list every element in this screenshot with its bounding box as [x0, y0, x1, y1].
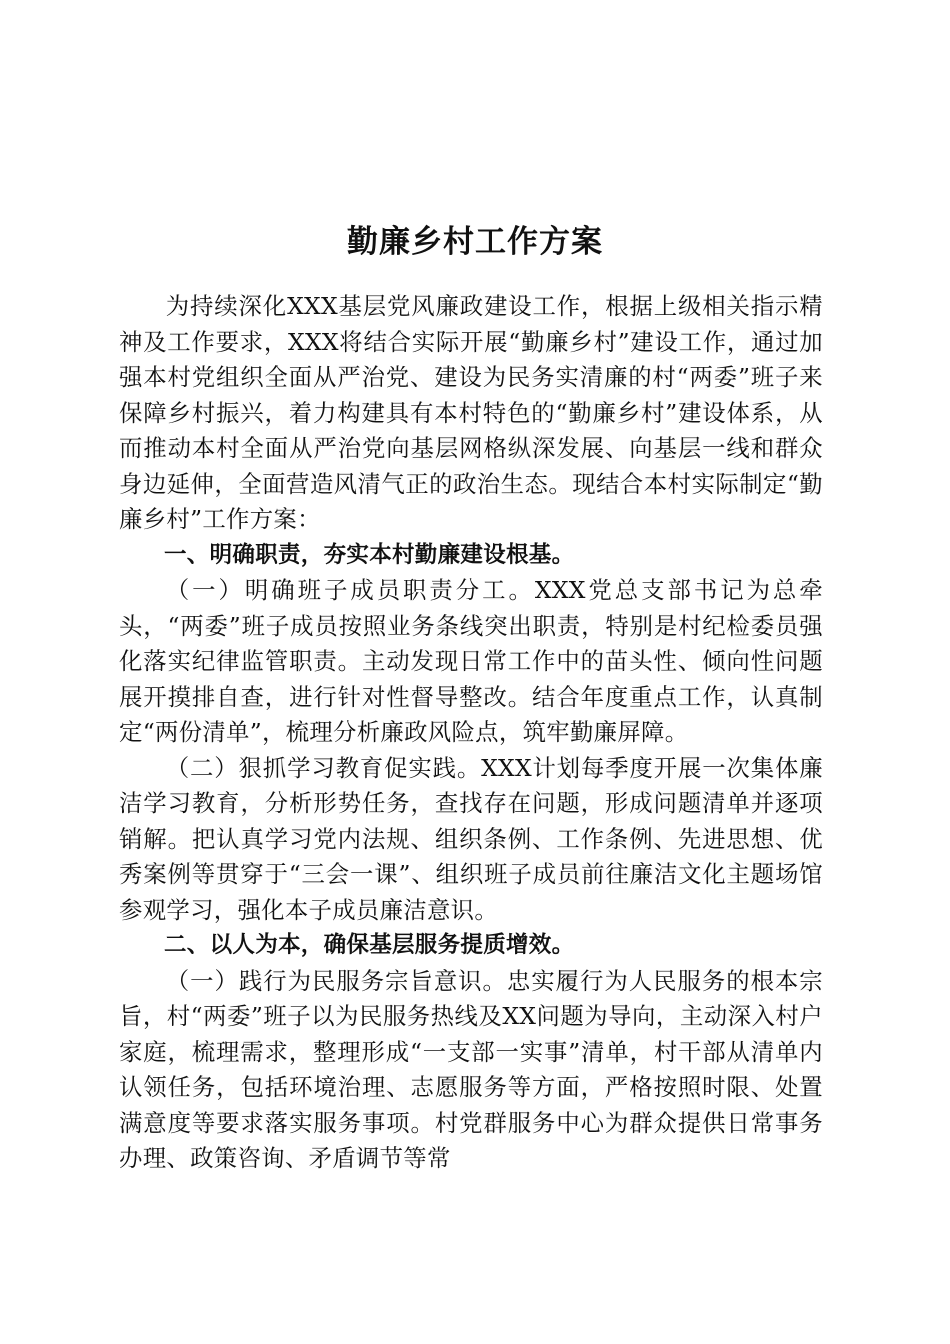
intro-paragraph: 为持续深化XXX基层党风廉政建设工作，根据上级相关指示精神及工作要求，XXX将结合实际开展“勤廉乡村”建设工作，通过加强本村党组织全面从严治党、建设为民务实清廉的村“两委”班子来保障乡村振兴，着力构建具有本村特色的“勤廉乡村”建设体系，从而推动本村全面从严治党向基层网格纵深发展、向基层一线和群众身边延伸，全面营造风清气正的政治生态。现结合本村实际制定“勤廉乡村”工作方案： — [119, 292, 823, 533]
document-title: 勤廉乡村工作方案 — [347, 223, 603, 260]
section-heading-1: 一、明确职责，夯实本村勤廉建设根基。 — [164, 541, 575, 568]
section-2-item-1: （一）践行为民服务宗旨意识。忠实履行为人民服务的根本宗旨，村“两委”班子以为民服务热线及XX问题为导向，主动深入村户家庭，梳理需求，整理形成“一支部一实事”清单，村干部从清单内认领任务，包括环境治理、志愿服务等方面，严格按照时限、处置满意度等要求落实服务事项。村党群服务中心为群众提供日常事务办理、政策咨询、矛盾调节等常 — [119, 966, 823, 1172]
section-1-item-2: （二）狠抓学习教育促实践。XXX计划每季度开展一次集体廉洁学习教育，分析形势任务，查找存在问题，形成问题清单并逐项销解。把认真学习党内法规、组织条例、工作条例、先进思想、优秀案例等贯穿于“三会一课”、组织班子成员前往廉洁文化主题场馆参观学习，强化本子成员廉洁意识。 — [119, 753, 823, 924]
section-heading-2: 二、以人为本，确保基层服务提质增效。 — [164, 932, 575, 958]
document-body — [119, 289, 823, 1177]
section-1-item-1: （一）明确班子成员职责分工。XXX党总支部书记为总牵头，“两委”班子成员按照业务条线突出职责，特别是村纪检委员强化落实纪律监管职责。主动发现日常工作中的苗头性、倾向性问题展开摸排自查，进行针对性督导整改。结合年度重点工作，认真制定“两份清单”，梳理分析廉政风险点，筑牢勤廉屏障。 — [119, 576, 823, 746]
